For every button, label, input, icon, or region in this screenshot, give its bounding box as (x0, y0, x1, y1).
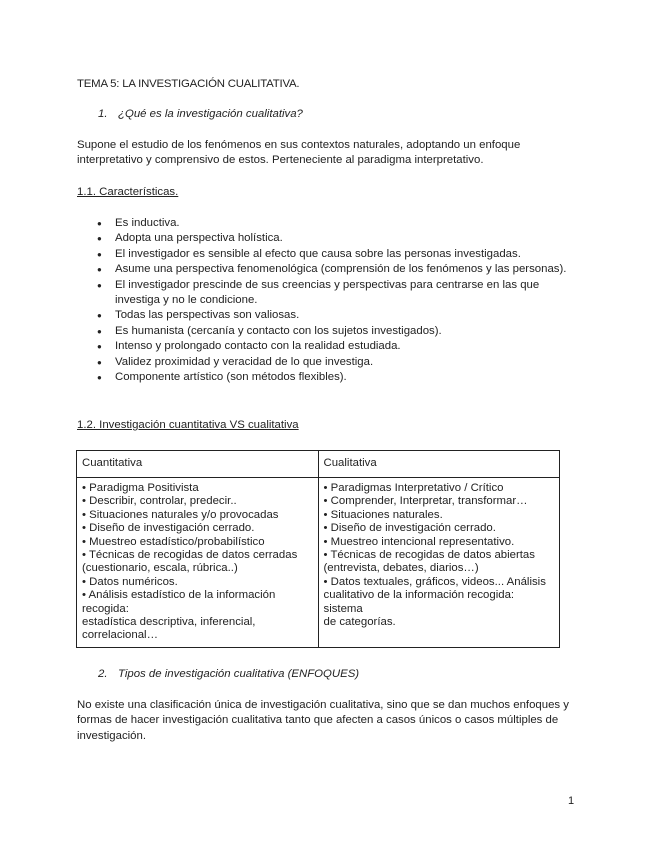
section-1-heading-text: ¿Qué es la investigación cualitativa? (118, 108, 303, 120)
cell-line: • Muestreo intencional representativo. (323, 535, 515, 548)
cell-line: • Situaciones naturales. (323, 508, 443, 521)
cell-line: • Técnicas de recogidas de datos abiertas (entrevista, debates, diarios…) (323, 549, 535, 575)
cell-line: • Datos textuales, gráficos, videos... Análisis cualitativo de la información recogida: sistema (323, 575, 546, 615)
comparison-table (76, 450, 560, 648)
section-1-number: 1. (98, 108, 108, 120)
section-2-heading-text: Tipos de investigación cualitativa (ENFOQUES) (118, 668, 360, 680)
list-item: ● Es humanista (cercanía y contacto con los sujetos investigados). (97, 324, 567, 339)
cell-line: • Situaciones naturales y/o provocadas (82, 508, 279, 521)
list-item: ● Adopta una perspectiva holística. (97, 231, 567, 246)
section-1-heading (98, 107, 303, 122)
list-item: ● Validez proximidad y veracidad de lo que investiga. (97, 355, 567, 370)
section-2-heading (98, 667, 359, 682)
document-title: TEMA 5: LA INVESTIGACIÓN CUALITATIVA. (77, 78, 300, 90)
page-number: 1 (568, 795, 575, 807)
table-row (77, 478, 560, 648)
list-item: ● Todas las perspectivas son valiosas. (97, 308, 567, 323)
cell-line: • Muestreo estadístico/probabilístico (82, 535, 265, 548)
cell-line: de categorías. (323, 616, 396, 629)
cell-line: • Describir, controlar, predecir.. (82, 495, 237, 508)
list-item: ● Es inductiva. (97, 216, 567, 231)
cell-line: • Diseño de investigación cerrado. (323, 522, 496, 535)
cell-line: • Análisis estadístico de la información recogida: (82, 589, 276, 615)
header-cuantitativa: Cuantitativa (77, 451, 319, 478)
characteristics-list (97, 216, 567, 385)
list-item: ● Intenso y prolongado contacto con la realidad estudiada. (97, 339, 567, 354)
table-header-row (77, 451, 560, 478)
cell-line: estadística descriptiva, inferencial, correlacional… (82, 616, 256, 642)
subsection-1-2-heading: 1.2. Investigación cuantitativa VS cualitativa (77, 419, 299, 431)
list-item: ● El investigador prescinde de sus creencias y perspectivas para centrarse en las que investiga y no le condicione. (97, 278, 567, 309)
list-item: ● Componente artístico (son métodos flexibles). (97, 370, 567, 385)
cell-line: • Paradigmas Interpretativo / Crítico (323, 482, 504, 494)
cell-line: • Paradigma Positivista (82, 482, 199, 494)
section-2-number: 2. (98, 668, 108, 680)
cell-line: • Datos numéricos. (82, 575, 178, 588)
cualitativa-cell (318, 478, 560, 648)
cell-line: • Diseño de investigación cerrado. (82, 522, 255, 535)
cell-line: • Comprender, Interpretar, transformar… (323, 495, 528, 508)
cuantitativa-cell (77, 478, 319, 648)
section-2-paragraph: No existe una clasificación única de investigación cualitativa, sino que se dan muchos enfoques y formas de hacer investigación cualitativa tanto que afecten a casos únicos o casos múltiples de investigación. (77, 699, 569, 742)
list-item: ● Asume una perspectiva fenomenológica (comprensión de los fenómenos y las personas). (97, 262, 567, 277)
list-item: ● El investigador es sensible al efecto que causa sobre las personas investigadas. (97, 247, 567, 262)
subsection-1-1-heading: 1.1. Características. (77, 186, 179, 198)
header-cualitativa: Cualitativa (318, 451, 560, 478)
section-1-paragraph: Supone el estudio de los fenómenos en sus contextos naturales, adoptando un enfoque interpretativo y comprensivo de estos. Perteneciente al paradigma interpretativo. (77, 139, 521, 167)
cell-line: • Técnicas de recogidas de datos cerradas (cuestionario, escala, rúbrica..) (82, 549, 298, 575)
